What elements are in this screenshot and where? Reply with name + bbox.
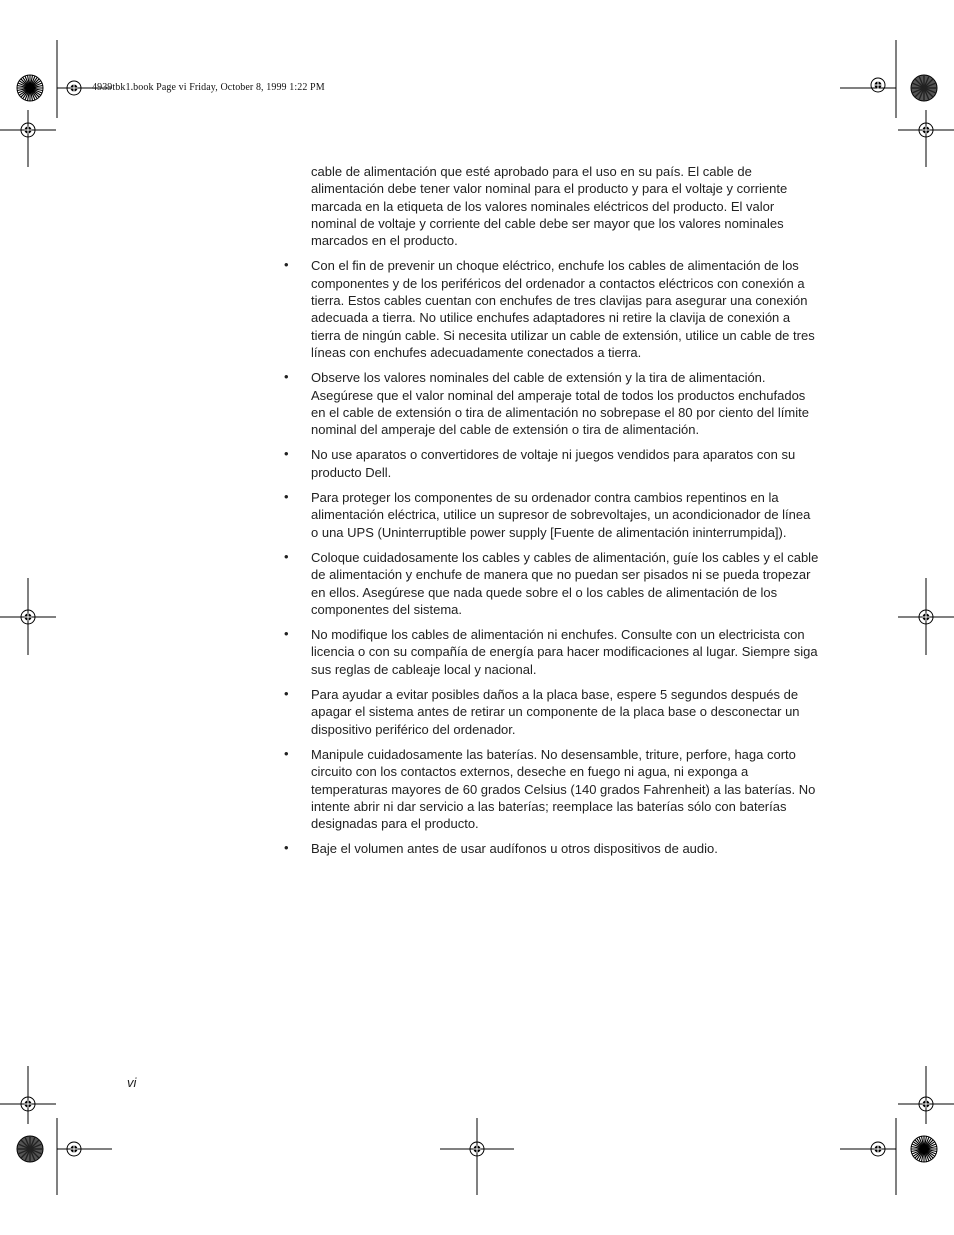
bullet-icon: • <box>284 446 289 462</box>
list-item <box>284 369 819 438</box>
list-item-text: Para proteger los componentes de su ordenador contra cambios repentinos en la alimentación eléctrica, utilice un supresor de sobrevoltajes, un acondicionador de línea o una UPS (Uninterruptible power supply [Fuente de alimentación ininterrumpida]). <box>311 490 811 540</box>
bullet-icon: • <box>284 548 289 564</box>
list-item <box>284 840 819 857</box>
list-item <box>284 686 819 738</box>
list-item <box>284 489 819 541</box>
list-item <box>284 626 819 678</box>
list-item-text: Para ayudar a evitar posibles daños a la placa base, espere 5 segundos después de apagar el sistema antes de retirar un componente de la placa base o desconectar un dispositivo periférico del ordenador. <box>311 687 800 737</box>
bullet-icon: • <box>284 840 289 856</box>
intro-paragraph: cable de alimentación que esté aprobado para el uso en su país. El cable de alimentación debe tener valor nominal para el producto y para el voltaje y corriente marcada en la etiqueta de los valores nominales eléctricos del producto. El valor nominal de voltaje y corriente del cable debe ser mayor que los valores nominales marcados en el producto. <box>311 164 788 249</box>
list-item <box>284 548 819 618</box>
list-item-text: Manipule cuidadosamente las baterías. No desensamble, triture, perfore, haga corto circuito con los contactos externos, deseche en fuego ni agua, ni exponga a temperaturas mayores de 60 grados Celsius (140 grados Fahrenheit) a las baterías. No intente abrir ni dar servicio a las baterías; reemplace las baterías sólo con baterías designadas para el producto. <box>311 746 816 832</box>
list-item-text: Observe los valores nominales del cable de extensión y la tira de alimentación. Asegúrese que el valor nominal del amperaje total de todos los productos enchufados en el cable de extensión o tira de alimentación no sobrepase el 80 por ciento del límite nominal del amperaje del cable de extensión o tira de alimentación. <box>311 370 809 438</box>
bullet-icon: • <box>284 686 289 702</box>
bullet-icon: • <box>284 489 289 505</box>
list-item-text: Coloque cuidadosamente los cables y cables de alimentación, guíe los cables y el cable de alimentación y enchufe de manera que no puedan ser pisados ni se pueda tropezar en ellos. Asegúrese que nada quede sobre el o los cables de alimentación de los componentes del sistema. <box>311 549 819 617</box>
page-body <box>284 163 819 866</box>
list-item-text: No use aparatos o convertidores de voltaje ni juegos vendidos para aparatos con su producto Dell. <box>311 447 796 480</box>
list-item <box>284 446 819 481</box>
list-item-text: Baje el volumen antes de usar audífonos u otros dispositivos de audio. <box>311 841 718 857</box>
safety-list <box>284 257 819 857</box>
bullet-icon: • <box>284 369 289 385</box>
list-item-text: No modifique los cables de alimentación ni enchufes. Consulte con un electricista con licencia o con su compañía de energía para hacer modificaciones al lugar. Siempre siga sus reglas de cableaje local y nacional. <box>311 627 818 677</box>
page-number: vi <box>127 1075 137 1090</box>
list-item <box>284 257 819 361</box>
bullet-icon: • <box>284 626 289 642</box>
list-item <box>284 745 819 832</box>
bullet-icon: • <box>284 257 289 273</box>
print-slug: 4939tbk1.book Page vi Friday, October 8, 1999 1:22 PM <box>92 82 325 93</box>
bullet-icon: • <box>284 745 289 761</box>
list-item-text: Con el fin de prevenir un choque eléctrico, enchufe los cables de alimentación de los componentes y de los periféricos del ordenador a contactos eléctricos con conexión a tierra. Estos cables cuentan con enchufes de tres clavijas para asegurar una conexión adecuada a tierra. No utilice enchufes adaptadores ni retire la clavija de conexión a tierra de ningún cable. Si necesita utilizar un cable de extensión, utilice un cable de tres líneas con enchufes adecuadamente conectados a tierra. <box>311 258 815 360</box>
